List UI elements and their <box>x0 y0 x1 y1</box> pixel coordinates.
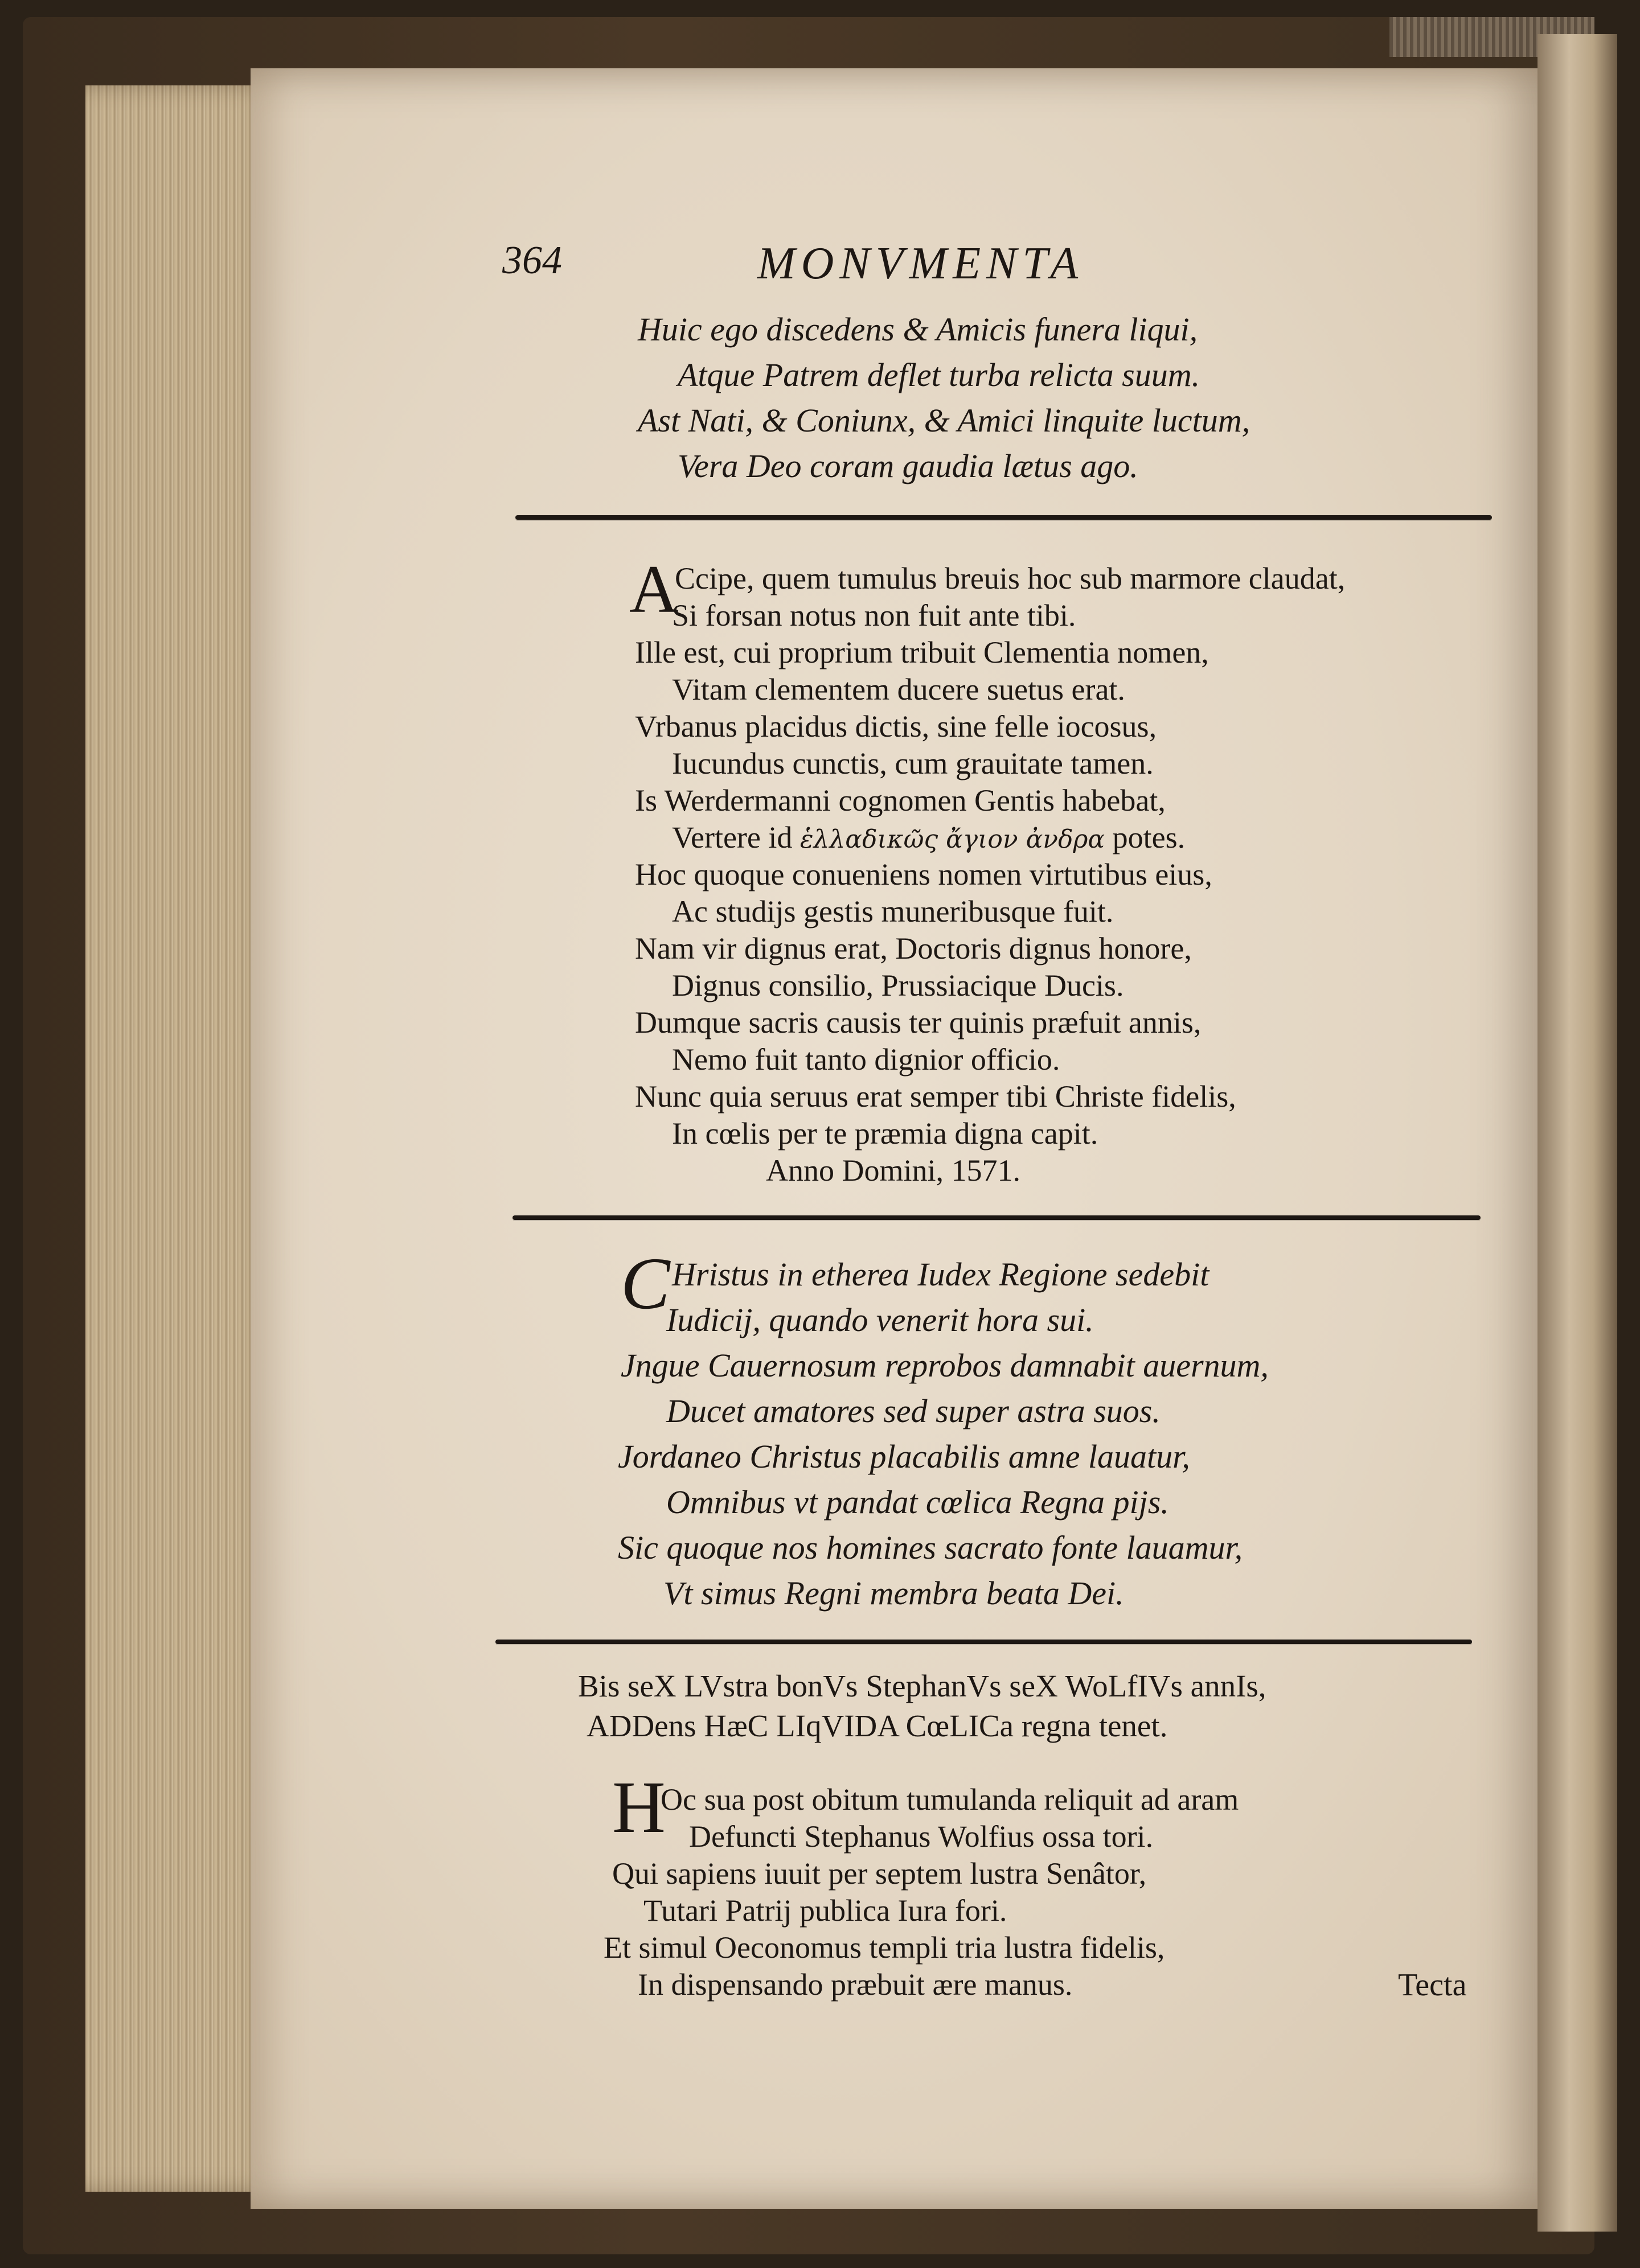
verse-line: Ccipe, quem tumulus breuis hoc sub marmore claudat, <box>675 561 1346 595</box>
verse-line: Huic ego discedens & Amicis funera liqui, <box>638 311 1198 348</box>
verse-line: Iucundus cunctis, cum grauitate tamen. <box>672 746 1154 780</box>
catchword: Tecta <box>1398 1967 1467 2003</box>
verse-line: Vera Deo coram gaudia lætus ago. <box>678 447 1138 484</box>
verse-line: Qui sapiens iuuit per septem lustra Senâtor, <box>612 1856 1147 1891</box>
verse-line: Jngue Cauernosum reprobos damnabit auernum, <box>621 1347 1269 1384</box>
verse-line-greek <box>672 820 1185 855</box>
verse-line: Atque Patrem deflet turba relicta suum. <box>678 356 1200 393</box>
verse-line: In cœlis per te præmia digna capit. <box>672 1116 1098 1151</box>
verse-line: Vitam clementem ducere suetus erat. <box>672 672 1125 706</box>
verse-line: Oc sua post obitum tumulanda reliquit ad aram <box>661 1782 1239 1817</box>
chronogram-line: ADDens HæC LIqVIDA CœLICa regna tenet. <box>587 1708 1168 1743</box>
verse-line: Ducet amatores sed super astra suos. <box>666 1392 1161 1429</box>
divider-rule <box>515 515 1492 520</box>
verse-line: Hristus in etherea Iudex Regione sedebit <box>672 1256 1210 1293</box>
running-title: MONVMENTA <box>757 239 1084 289</box>
verse-line: Ac studijs gestis muneribusque fuit. <box>672 894 1114 928</box>
verse-line: Iudicij, quando venerit hora sui. <box>666 1301 1094 1338</box>
verse-line: Nemo fuit tanto dignior officio. <box>672 1042 1060 1077</box>
verse-line: Dignus consilio, Prussiacique Ducis. <box>672 968 1124 1002</box>
divider-rule <box>495 1640 1472 1644</box>
drop-cap: A <box>629 551 679 627</box>
verse-line: Si forsan notus non fuit ante tibi. <box>672 598 1076 632</box>
verse-line: Nam vir dignus erat, Doctoris dignus honore, <box>635 931 1192 965</box>
verse-line: Ast Nati, & Coniunx, & Amici linquite luctum, <box>638 402 1250 439</box>
verse-line: In dispensando præbuit ære manus. <box>638 1967 1073 2002</box>
verse-line: Defuncti Stephanus Wolfius ossa tori. <box>689 1819 1154 1854</box>
verse-line: Omnibus vt pandat cœlica Regna pijs. <box>666 1484 1169 1521</box>
divider-rule <box>512 1215 1481 1220</box>
verse-line: Is Werdermanni cognomen Gentis habebat, <box>635 783 1166 817</box>
verse-line: Dumque sacris causis ter quinis præfuit annis, <box>635 1005 1202 1040</box>
verse-line: Vrbanus placidus dictis, sine felle iocosus, <box>635 709 1157 743</box>
drop-cap: C <box>621 1243 670 1325</box>
chronogram-line: Bis seX LVstra bonVs StephanVs seX WoLfIVs annIs, <box>578 1669 1266 1703</box>
verse-text: potes. <box>1112 820 1186 854</box>
verse-line: Vt simus Regni membra beata Dei. <box>663 1575 1124 1612</box>
verse-line: Tutari Patrij publica Iura fori. <box>643 1893 1007 1928</box>
verse-line: Jordaneo Christus placabilis amne lauatur, <box>618 1438 1190 1475</box>
verse-text: Vertere id <box>672 820 793 854</box>
drop-cap: H <box>612 1766 666 1848</box>
verse-line: Nunc quia seruus erat semper tibi Christe fidelis, <box>635 1079 1236 1114</box>
verse-line: Sic quoque nos homines sacrato fonte lauamur, <box>618 1529 1243 1566</box>
verse-line: Et simul Oeconomus templi tria lustra fidelis, <box>604 1930 1165 1965</box>
verse-line: Ille est, cui proprium tribuit Clementia nomen, <box>635 635 1209 669</box>
verse-line: Hoc quoque conueniens nomen virtutibus eius, <box>635 857 1212 891</box>
page-number: 364 <box>502 239 562 282</box>
greek-phrase: ἑλλαδικῶς ἄγιον ἀνδρα <box>800 825 1105 854</box>
date-line: Anno Domini, 1571. <box>766 1153 1021 1188</box>
